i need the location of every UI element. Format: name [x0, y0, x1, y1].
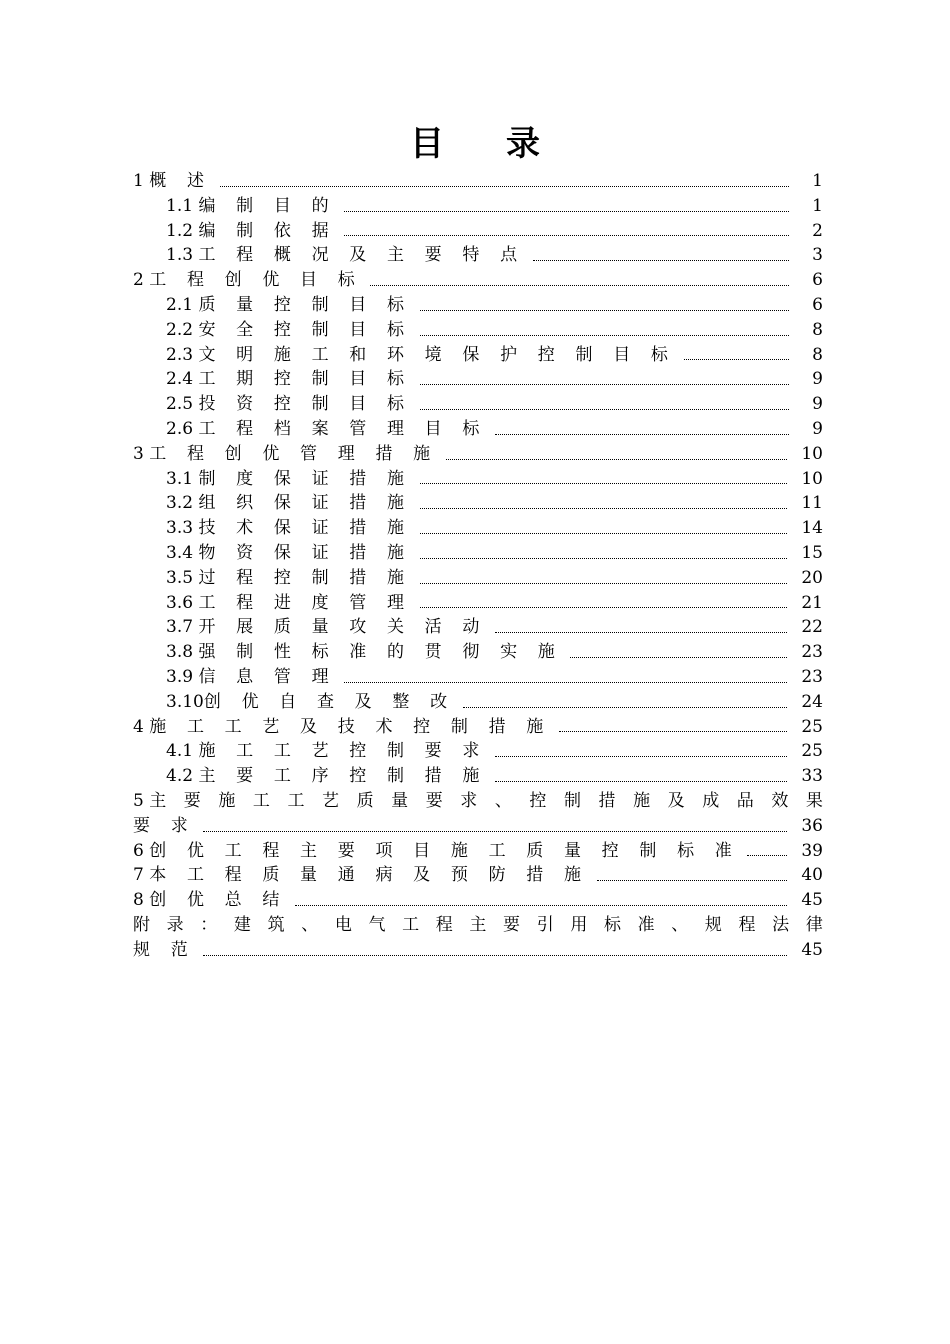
dot-leader — [420, 607, 788, 608]
dot-leader — [203, 831, 787, 832]
dot-leader — [344, 235, 789, 236]
dot-leader — [420, 558, 788, 559]
toc-entry-title: 组 织 保 证 措 施 — [198, 493, 412, 514]
toc-entry-title: 工 程 概 况 及 主 要 特 点 — [198, 245, 525, 266]
toc-entry-title: 主 要 工 序 控 制 措 施 — [198, 766, 488, 787]
toc-entry-number: 2.5 — [166, 394, 199, 415]
toc-entry-page: 15 — [801, 542, 823, 563]
dot-leader — [295, 905, 787, 906]
toc-entry-page: 25 — [801, 716, 823, 737]
toc-title — [0, 120, 950, 168]
toc-entry-number: 8 — [133, 890, 150, 911]
dot-leader — [420, 508, 788, 509]
toc-entry-number: 3.8 — [166, 642, 199, 663]
toc-entry-title: 制 度 保 证 措 施 — [198, 468, 412, 489]
toc-entry[interactable] — [133, 467, 823, 492]
toc-entry[interactable] — [133, 888, 823, 913]
toc-entry[interactable] — [133, 640, 823, 665]
toc-entry-page: 9 — [812, 394, 823, 415]
toc-entry-page: 2 — [812, 220, 823, 241]
toc-title-char-1: 目 — [410, 124, 444, 164]
dot-leader — [220, 186, 789, 187]
dot-leader — [420, 310, 789, 311]
dot-leader — [495, 434, 789, 435]
toc-entry[interactable] — [133, 566, 823, 591]
toc-entry-title: 附 录 ： 建 筑 、 电 气 工 程 主 要 引 用 标 准 、 规 程 法 律 — [133, 914, 823, 935]
toc-entry-title: 工 程 进 度 管 理 — [198, 592, 412, 613]
toc-entry-number: 1 — [133, 171, 150, 191]
dot-leader — [533, 260, 789, 261]
dot-leader — [463, 707, 788, 708]
toc-entry-number: 3.5 — [166, 567, 199, 588]
toc-entry-title: 过 程 控 制 措 施 — [198, 567, 412, 588]
toc-entry-title: 概 述 — [149, 171, 212, 191]
toc-entry-title: 主 要 施 工 工 艺 质 量 要 求 、 控 制 措 施 及 成 品 效 果 — [149, 790, 823, 811]
toc-entry[interactable] — [133, 690, 823, 715]
toc-entry-page: 1 — [812, 195, 823, 216]
toc-entry[interactable] — [133, 913, 823, 938]
toc-title-char-2: 录 — [506, 124, 540, 164]
toc-entry-number: 2.4 — [166, 369, 199, 390]
toc-entry[interactable] — [133, 541, 823, 566]
toc-entry[interactable] — [133, 715, 823, 740]
toc-entry[interactable] — [133, 194, 823, 219]
toc-entry-title: 工 程 档 案 管 理 目 标 — [198, 418, 488, 439]
toc-entry-page: 20 — [801, 567, 823, 588]
toc-entry-title: 工 期 控 制 目 标 — [198, 369, 412, 390]
toc-entry[interactable] — [133, 839, 823, 864]
toc-entry-page: 21 — [801, 592, 823, 613]
toc-entry-page: 40 — [801, 865, 823, 886]
toc-entry-number: 2.2 — [166, 319, 199, 340]
toc-entry-number: 2.6 — [166, 418, 199, 439]
toc-entry-number: 2.3 — [166, 344, 199, 365]
toc-entry-number: 3 — [133, 443, 150, 464]
toc-entry-title: 编 制 依 据 — [198, 220, 337, 241]
toc-entry-number: 3.3 — [166, 518, 199, 539]
toc-entry-number: 4.2 — [166, 766, 199, 787]
dot-leader — [203, 955, 787, 956]
toc-entry-number: 3.1 — [166, 468, 199, 489]
dot-leader — [597, 880, 788, 881]
toc-entry[interactable] — [133, 343, 823, 368]
toc-entry-page: 45 — [801, 939, 823, 960]
dot-leader — [420, 583, 788, 584]
toc-entry-title: 创 优 总 结 — [149, 890, 287, 911]
toc-entry[interactable] — [133, 863, 823, 888]
dot-leader — [570, 657, 787, 658]
toc-entry-page: 23 — [801, 666, 823, 687]
toc-entry-number: 6 — [133, 840, 150, 861]
toc-entry-page: 45 — [801, 890, 823, 911]
toc-entry-title: 开 展 质 量 攻 关 活 动 — [198, 617, 488, 638]
toc-entry[interactable] — [133, 814, 823, 839]
toc-entry-title: 物 资 保 证 措 施 — [198, 542, 412, 563]
toc-entry-page: 14 — [801, 518, 823, 539]
toc-entry-page: 6 — [812, 294, 823, 315]
toc-entry-page: 9 — [812, 418, 823, 439]
toc-entry-number: 3.2 — [166, 493, 199, 514]
toc-entry-title: 安 全 控 制 目 标 — [198, 319, 412, 340]
toc-entry-number: 1.1 — [166, 195, 199, 216]
toc-entry-number: 3.9 — [166, 666, 199, 687]
toc-entry-number: 3.10 — [166, 691, 204, 712]
toc-entry-page: 1 — [812, 171, 823, 191]
dot-leader — [446, 459, 788, 460]
toc-entry-title: 工 程 创 优 管 理 措 施 — [149, 443, 438, 464]
toc-entry-page: 3 — [812, 245, 823, 266]
dot-leader — [495, 781, 787, 782]
toc-entry-title: 质 量 控 制 目 标 — [198, 294, 412, 315]
toc-entry-number: 1.3 — [166, 245, 199, 266]
toc-entry-title: 文 明 施 工 和 环 境 保 护 控 制 目 标 — [198, 344, 676, 365]
toc-entry-title: 本 工 程 质 量 通 病 及 预 防 措 施 — [149, 865, 589, 886]
toc-entry-page: 22 — [801, 617, 823, 638]
toc-entry-number: 7 — [133, 865, 150, 886]
toc-entry-title: 施 工 工 艺 及 技 术 控 制 措 施 — [149, 716, 551, 737]
toc-entry[interactable] — [133, 516, 823, 541]
toc-entry-page: 10 — [801, 443, 823, 464]
dot-leader — [370, 285, 789, 286]
toc-entry[interactable] — [133, 938, 823, 963]
toc-entry-title: 技 术 保 证 措 施 — [198, 518, 412, 539]
toc-entry-page: 24 — [801, 691, 823, 712]
dot-leader — [559, 731, 787, 732]
toc-entry-title: 创 优 自 查 及 整 改 — [203, 691, 455, 712]
dot-leader — [420, 533, 788, 534]
toc-entry-page: 39 — [801, 840, 823, 861]
toc-entry[interactable] — [133, 417, 823, 442]
toc-entry-number: 3.4 — [166, 542, 199, 563]
dot-leader — [420, 483, 788, 484]
toc-entry-number: 4 — [133, 716, 150, 737]
toc-entry[interactable] — [133, 442, 823, 467]
dot-leader — [495, 632, 787, 633]
toc-entry[interactable] — [133, 764, 823, 789]
dot-leader — [684, 359, 789, 360]
dot-leader — [344, 682, 787, 683]
toc-entry-number: 2.1 — [166, 294, 199, 315]
toc-entry-number: 2 — [133, 270, 150, 291]
dot-leader — [344, 211, 789, 212]
toc-entry-page: 10 — [801, 468, 823, 489]
toc-entry-page: 9 — [812, 369, 823, 390]
toc-entry-title: 信 息 管 理 — [198, 666, 337, 687]
toc-entry[interactable] — [133, 169, 823, 194]
toc-entry-title: 强 制 性 标 准 的 贯 彻 实 施 — [198, 642, 563, 663]
toc-entry[interactable] — [133, 615, 823, 640]
toc-entry[interactable] — [133, 268, 823, 293]
dot-leader — [420, 409, 789, 410]
toc-entry-page: 23 — [801, 642, 823, 663]
toc-entry-title: 施 工 工 艺 控 制 要 求 — [198, 741, 488, 762]
toc-entry-page: 8 — [812, 319, 823, 340]
toc-entry[interactable] — [133, 243, 823, 268]
toc-entry-page: 11 — [801, 493, 823, 514]
toc-entry[interactable] — [133, 789, 823, 814]
toc-entry[interactable] — [133, 739, 823, 764]
dot-leader — [495, 756, 787, 757]
toc-entry-title: 工 程 创 优 目 标 — [149, 270, 363, 291]
toc-entry[interactable] — [133, 665, 823, 690]
toc-entry-page: 33 — [801, 766, 823, 787]
dot-leader — [420, 384, 789, 385]
toc-entry-title: 规 范 — [133, 939, 196, 960]
toc-entry-number: 5 — [133, 790, 150, 811]
toc-entry[interactable] — [133, 318, 823, 343]
toc-entry[interactable] — [133, 491, 823, 516]
toc-entry[interactable] — [133, 293, 823, 318]
toc-entry-title: 投 资 控 制 目 标 — [198, 394, 412, 415]
toc-entry[interactable] — [133, 367, 823, 392]
toc-entry-page: 8 — [812, 344, 823, 365]
dot-leader — [747, 855, 787, 856]
toc-entry[interactable] — [133, 591, 823, 616]
toc-entry-number: 1.2 — [166, 220, 199, 241]
toc-entry-page: 25 — [801, 741, 823, 762]
toc-entry-number: 3.7 — [166, 617, 199, 638]
toc-entry-title: 创 优 工 程 主 要 项 目 施 工 质 量 控 制 标 准 — [149, 840, 740, 861]
toc-entry-title: 编 制 目 的 — [198, 195, 337, 216]
toc-entry-number: 3.6 — [166, 592, 199, 613]
dot-leader — [420, 335, 789, 336]
toc-entry[interactable] — [133, 219, 823, 244]
toc-entry-page: 6 — [812, 270, 823, 291]
toc-entry-page: 36 — [801, 815, 823, 836]
toc-entry-number: 4.1 — [166, 741, 199, 762]
table-of-contents — [133, 169, 823, 963]
toc-entry-title: 要 求 — [133, 815, 196, 836]
toc-entry[interactable] — [133, 392, 823, 417]
